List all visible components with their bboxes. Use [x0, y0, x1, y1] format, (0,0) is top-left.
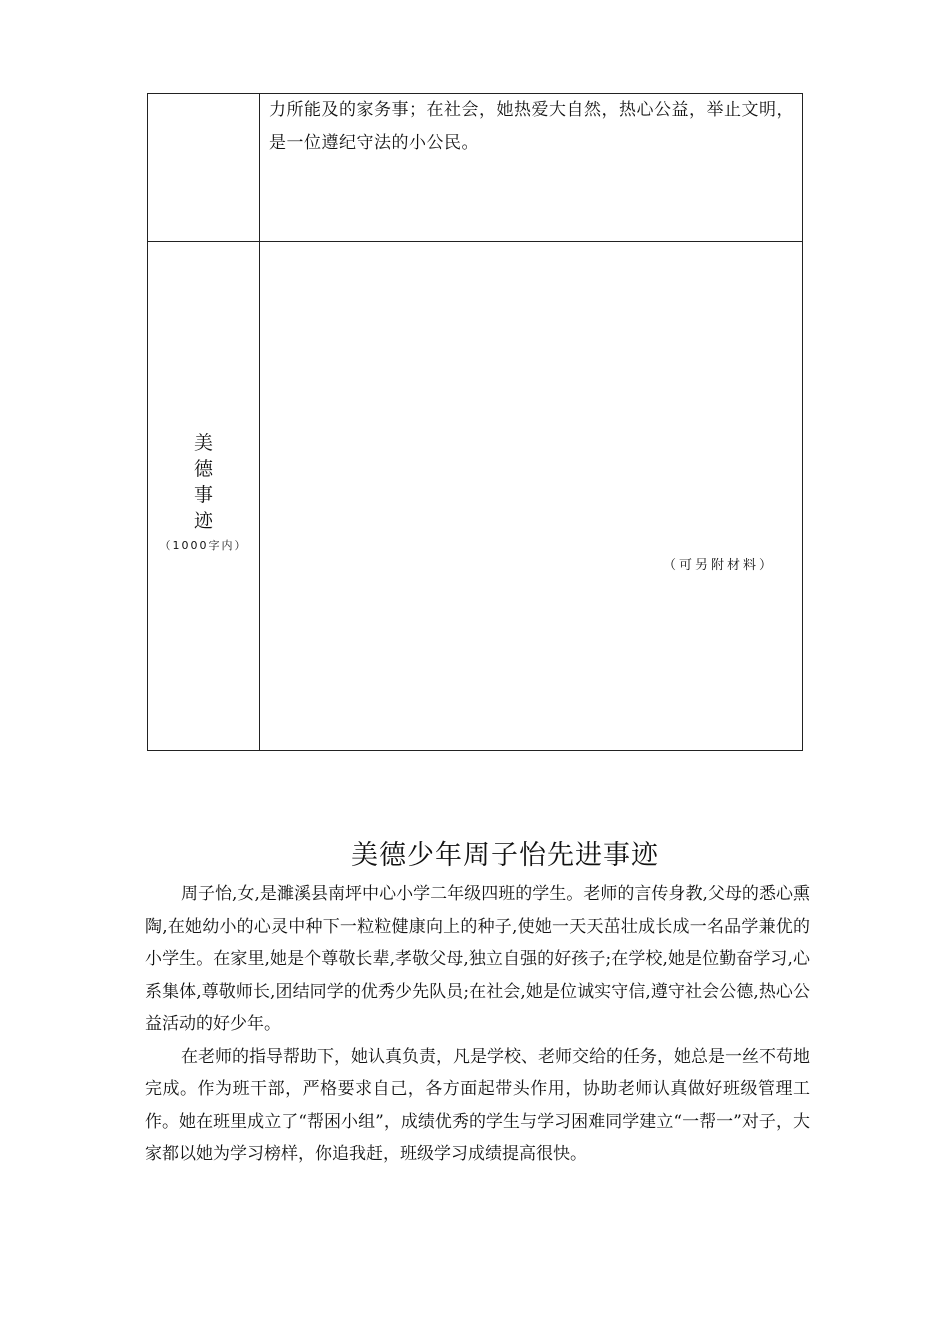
label-char: 美	[193, 432, 213, 454]
label-char: 德	[193, 458, 213, 480]
essay-paragraph: 在老师的指导帮助下，她认真负责，凡是学校、老师交给的任务，她总是一丝不苟地完成。作为班干部，严格要求自己，各方面起带头作用，协助老师认真做好班级管理工作。她在班里成立了“帮困小组”，成绩优秀的学生与学习困难同学建立“一帮一”对子，大家都以她为学习榜样，你追我赶，班级学习成绩提高很快。	[145, 1046, 810, 1164]
label-char: 事	[193, 484, 213, 506]
table-row-divider	[148, 241, 802, 242]
label-char: 迹	[193, 510, 213, 532]
attach-materials-note: （可另附材料）	[663, 558, 776, 573]
essay-paragraph: 周子怡,女,是濉溪县南坪中心小学二年级四班的学生。老师的言传身教,父母的悉心熏陶,在她幼小的心灵中种下一粒粒健康向上的种子,使她一天天茁壮成长成一名品学兼优的小学生。在家里,她是个尊敬长辈,孝敬父母,独立自强的好孩子;在学校,她是位勤奋学习,心系集体,尊敬师长,团结同学的优秀少先队员;在社会,她是位诚实守信,遵守社会公德,热心公益活动的好少年。	[145, 884, 810, 1034]
table-column-divider	[259, 94, 260, 750]
deeds-label-cell	[148, 430, 259, 556]
essay-body	[145, 878, 810, 1171]
word-limit-note: （1000字内）	[159, 539, 248, 552]
continued-deeds-text: 力所能及的家务事；在社会，她热爱大自然，热心公益，举止文明，是一位遵纪守法的小公民。	[269, 100, 794, 153]
essay-title: 美德少年周子怡先进事迹	[351, 840, 659, 871]
deeds-form-table	[147, 93, 803, 751]
